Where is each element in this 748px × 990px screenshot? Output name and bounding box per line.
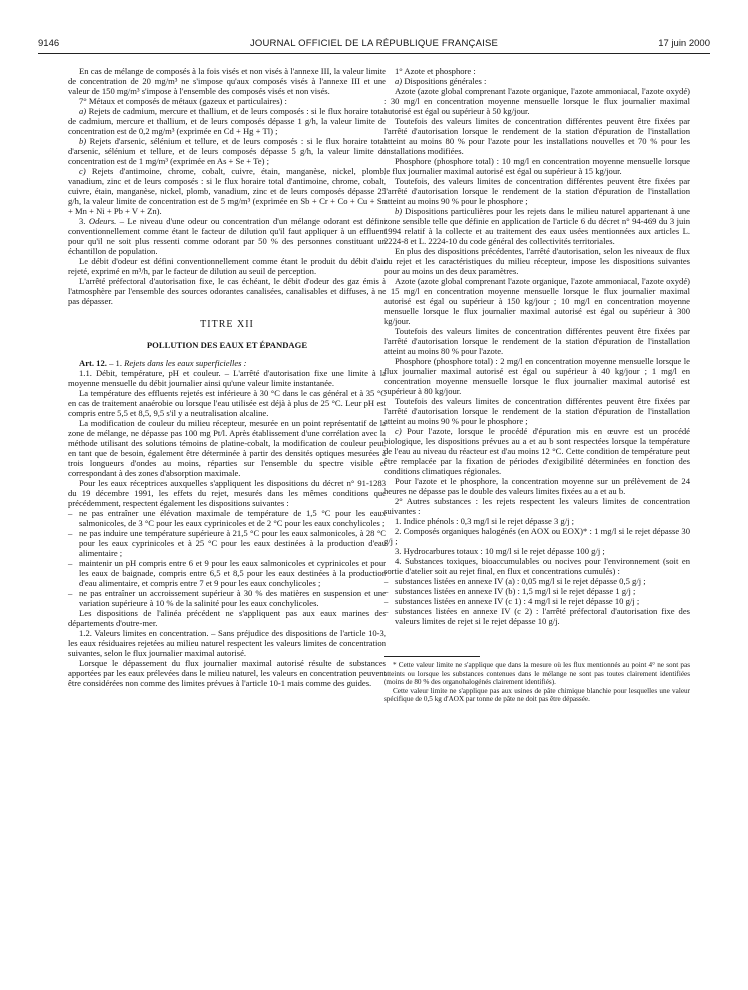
footnote-rule	[384, 656, 480, 657]
list-item: – ne pas induire une température supérieure à 21,5 °C pour les eaux salmonicoles, à 28 °C pour les eaux cyprinicoles et à 25 °C pour les eaux destinées à la production d'eau alimentaire ;	[68, 528, 386, 558]
paragraph: Azote (azote global comprenant l'azote organique, l'azote ammoniacal, l'azote oxydé) : 30 mg/l en concentration moyenne mensuelle lorsque le flux journalier maximal autorisé est égal ou supérieur à 50 kg/jour.	[384, 86, 690, 116]
item-label: c)	[395, 426, 402, 436]
list-item: – substances listées en annexe IV (c 1) : 4 mg/l si le rejet dépasse 10 g/j ;	[384, 596, 690, 606]
header-rule	[38, 53, 710, 54]
paragraph: Toutefois, des valeurs limites de concentration différentes peuvent être fixées par l'arrêté d'autorisation lorsque le rendement de la station d'épuration de l'installation atteint au moins 90 % pour le phosphore ;	[384, 176, 690, 206]
section-title: TITRE XII	[200, 319, 254, 330]
paragraph: La température des effluents rejetés est inférieure à 30 °C dans le cas général et à 35 °C en cas de traitement anaérobie ou lorsque l'eau utilisée est déjà à plus de 25 °C. Leur pH est compris entre 5,5 et 8,5, 9,5 s'il y a neutralisation alcaline.	[68, 388, 386, 418]
title-block	[68, 320, 386, 350]
page-number: 9146	[38, 38, 60, 49]
paragraph: b) Rejets d'arsenic, sélénium et tellure, et de leurs composés : si le flux horaire total d'arsenic, sélénium et tellure, et de leurs composés dépasse 5 g/h, la valeur limite de concentration est de 1 mg/m³ (exprimée en As + Se + Te) ;	[68, 136, 386, 166]
list-item: – substances listées en annexe IV (a) : 0,05 mg/l si le rejet dépasse 0,5 g/j ;	[384, 576, 690, 586]
journal-title: JOURNAL OFFICIEL DE LA RÉPUBLIQUE FRANÇAISE	[249, 38, 499, 49]
paragraph: 1.2. Valeurs limites en concentration. – Sans préjudice des dispositions de l'article 10-3, les eaux résiduaires rejetées au milieu naturel respectent les valeurs limites de concentration suivantes, selon le flux journalier maximal autorisé.	[68, 628, 386, 658]
right-column	[384, 66, 690, 704]
item-label: b)	[395, 206, 403, 216]
item-label: a)	[79, 106, 87, 116]
list-item: – substances listées en annexe IV (b) : 1,5 mg/l si le rejet dépasse 1 g/j ;	[384, 586, 690, 596]
issue-date: 17 juin 2000	[658, 38, 710, 49]
paragraph: a) Dispositions générales :	[395, 76, 487, 86]
paragraph: Azote (azote global comprenant l'azote organique, l'azote ammoniacal, l'azote oxydé) : 15 mg/l en concentration moyenne mensuelle lorsque le flux journalier maximal autorisé est égal ou supérieur à 150 kg/jour ; 10 mg/l en concentration moyenne mensuelle lorsque le flux journalier maximal autorisé est égal ou supérieur à 300 kg/jour.	[384, 276, 690, 326]
list-item: – ne pas entraîner une élévation maximale de température de 1,5 °C pour les eaux salmonicoles, de 3 °C pour les eaux cyprinicoles et de 2 °C pour les eaux conchylicoles ;	[68, 508, 386, 528]
paragraph: La modification de couleur du milieu récepteur, mesurée en un point représentatif de la zone de mélange, ne dépasse pas 100 mg Pt/l. Après établissement d'une corrélation avec la méthode utilisant des solutions témoins de platine-cobalt, la modification de couleur peut, en tant que de besoin, également être déterminée à partir des densités optiques mesurées à trois longueurs d'ondes au moins, réparties sur l'ensemble du spectre visible et correspondant à des zones d'absorption maximale.	[68, 418, 386, 478]
dash-list	[384, 576, 690, 626]
paragraph: b) Dispositions particulières pour les rejets dans le milieu naturel appartenant à une zone sensible telle que définie en application de l'article 6 du décret n° 94-469 du 3 juin 1994 relatif à la collecte et au traitement des eaux usées mentionnées aux articles L. 2224-8 et L. 2224-10 du code général des collectivités territoriales.	[384, 206, 690, 246]
dash-list	[68, 508, 386, 608]
section-subtitle: POLLUTION DES EAUX ET ÉPANDAGE	[146, 340, 308, 350]
left-column	[68, 66, 386, 688]
paragraph: Pour l'azote et le phosphore, la concentration moyenne sur un prélèvement de 24 heures ne dépasse pas le double des valeurs limites fixées au a et au b.	[384, 476, 690, 496]
paragraph: En plus des dispositions précédentes, l'arrêté d'autorisation, selon les niveaux de flux du rejet et les caractéristiques du milieu récepteur, impose les dispositions suivantes pour au moins un des deux paramètres.	[384, 246, 690, 276]
article-italic: Rejets dans les eaux superficielles :	[124, 358, 247, 368]
paragraph: 1.1. Débit, température, pH et couleur. – L'arrêté d'autorisation fixe une limite à la moyenne mensuelle du débit journalier ainsi qu'une valeur limite instantanée.	[68, 368, 386, 388]
paragraph: c) Pour l'azote, lorsque le procédé d'épuration mis en œuvre est un procédé biologique, les dispositions prévues au a et au b sont respectées lorsque la température de l'eau au niveau du réacteur est d'au moins 12 °C. Cette condition de température peut être remplacée par la fixation de périodes d'exigibilité déterminées en fonction des conditions climatiques régionales.	[384, 426, 690, 476]
item-label: c)	[79, 166, 86, 176]
list-item: – maintenir un pH compris entre 6 et 9 pour les eaux salmonicoles et cyprinicoles et pour les eaux de baignade, compris entre 6,5 et 8,5 pour les eaux destinées à la production d'eau alimentaire, et compris entre 7 et 9 pour les eaux conchylicoles ;	[68, 558, 386, 588]
footnotes	[384, 661, 690, 704]
list-item: – ne pas entraîner un accroissement supérieur à 30 % des matières en suspension et une variation supérieure à 10 % de la salinité pour les eaux conchylicoles.	[68, 588, 386, 608]
paragraph: 2° Autres substances : les rejets respectent les valeurs limites de concentration suivantes :	[384, 496, 690, 516]
paragraph: 4. Substances toxiques, bioaccumulables ou nocives pour l'environnement (soit en sortie d'atelier soit au rejet final, en flux et concentrations cumulés) :	[384, 556, 690, 576]
paragraph: Lorsque le dépassement du flux journalier maximal autorisé résulte de substances apportées par les eaux prélevées dans le milieu naturel, les valeurs en concentration peuvent être considérées non comme des limites prévues à l'article 10-1 mais comme des guides.	[68, 658, 386, 688]
paragraph: Les dispositions de l'alinéa précédent ne s'appliquent pas aux eaux marines des départements d'outre-mer.	[68, 608, 386, 628]
paragraph: 7° Métaux et composés de métaux (gazeux et particulaires) :	[79, 96, 287, 106]
paragraph: Toutefois des valeurs limites de concentration différentes peuvent être fixées par l'arrêté d'autorisation lorsque le rendement de la station d'épuration de l'installation atteint au moins 80 % pour l'azote.	[384, 326, 690, 356]
paragraph: L'arrêté préfectoral d'autorisation fixe, le cas échéant, le débit d'odeur des gaz émis à l'atmosphère par l'ensemble des sources odorantes canalisées, canalisables et diffuses, à ne pas dépasser.	[68, 276, 386, 306]
paragraph: c) Rejets d'antimoine, chrome, cobalt, cuivre, étain, manganèse, nickel, plomb, vanadium, zinc et de leurs composés : si le flux horaire total d'antimoine, chrome, cobalt, cuivre, étain, manganèse, nickel, plomb, vanadium, zinc et de leurs composés dépasse 25 g/h, la valeur limite de concentration est de 5 mg/m³ (exprimée en Sb + Cr + Co + Cu + Sn + Mn + Ni + Pb + V + Zn).	[68, 166, 386, 216]
paragraph: 1° Azote et phosphore :	[395, 66, 476, 76]
paragraph: 2. Composés organiques halogénés (en AOX ou EOX)* : 1 mg/l si le rejet dépasse 30 g/j ;	[384, 526, 690, 546]
list-item: – substances listées en annexe IV (c 2) : l'arrêté préfectoral d'autorisation fixe des valeurs limites de rejet si le rejet dépasse 10 g/j.	[384, 606, 690, 626]
paragraph: En cas de mélange de composés à la fois visés et non visés à l'annexe III, la valeur limite de concentration de 20 mg/m³ ne s'impose qu'aux composés visés à l'annexe III et une valeur de 150 mg/m³ s'impose à l'ensemble des composés visés et non visés.	[68, 66, 386, 96]
section-label: Odeurs.	[88, 216, 117, 226]
paragraph: 3. Odeurs. – Le niveau d'une odeur ou concentration d'un mélange odorant est défini conventionnellement comme étant le facteur de dilution qu'il faut appliquer à un effluent pour qu'il ne soit plus ressenti comme odorant par 50 % des personnes constituant un échantillon de population.	[68, 216, 387, 256]
footnote: Cette valeur limite ne s'applique pas aux usines de pâte chimique blanchie pour lesquelles une valeur spécifique de 0,5 kg d'AOX par tonne de pâte ne doit pas être dépassée.	[384, 686, 690, 704]
article-heading: Art. 12. – 1. Rejets dans les eaux superficielles :	[79, 358, 247, 368]
paragraph: Phosphore (phosphore total) : 2 mg/l en concentration moyenne mensuelle lorsque le flux journalier maximal autorisé est égal ou supérieur à 40 kg/jour ; 1 mg/l en concentration moyenne mensuelle lorsque le flux journalier maximal autorisé est supérieur à 80 kg/jour.	[384, 356, 690, 396]
paragraph: 1. Indice phénols : 0,3 mg/l si le rejet dépasse 3 g/j ;	[395, 516, 575, 526]
item-label: b)	[79, 136, 87, 146]
paragraph: 3. Hydrocarbures totaux : 10 mg/l si le rejet dépasse 100 g/j ;	[395, 546, 605, 556]
article-label: Art. 12.	[79, 358, 107, 368]
paragraph: Toutefois des valeurs limites de concentration différentes peuvent être fixées par l'arrêté d'autorisation lorsque le rendement de la station d'épuration de l'installation atteint au moins 80 % pour l'azote pour les installations nouvelles et 70 % pour les installations modifiées.	[384, 116, 690, 156]
footnote: * Cette valeur limite ne s'applique que dans la mesure où les flux mentionnés au point 4° ne sont pas atteints ou lorsque les substances contenues dans le mélange ne sont pas toutes clairement identifiées (moins de 80 % des organohalogénés clairement identifiés).	[384, 661, 690, 687]
paragraph: a) Rejets de cadmium, mercure et thallium, et de leurs composés : si le flux horaire total de cadmium, mercure et thallium, et de leurs composés dépasse 1 g/h, la valeur limite de concentration est de 0,2 mg/m³ (exprimée en Cd + Hg + Tl) ;	[68, 106, 386, 136]
item-label: a)	[395, 76, 403, 86]
paragraph: Phosphore (phosphore total) : 10 mg/l en concentration moyenne mensuelle lorsque le flux journalier maximal autorisé est égal ou supérieur à 15 kg/jour.	[384, 156, 690, 176]
paragraph: Toutefois des valeurs limites de concentration différentes peuvent être fixées par l'arrêté d'autorisation lorsque le rendement de la station d'épuration de l'installation atteint au moins 90 % pour le phosphore ;	[384, 396, 690, 426]
page-header	[38, 38, 710, 52]
paragraph: Pour les eaux réceptrices auxquelles s'appliquent les dispositions du décret n° 91-1283 du 19 décembre 1991, les effets du rejet, mesurés dans les mêmes conditions que précédemment, respectent également les dispositions suivantes :	[68, 478, 386, 508]
paragraph: Le débit d'odeur est défini conventionnellement comme étant le produit du débit d'air rejeté, exprimé en m³/h, par le facteur de dilution au seuil de perception.	[68, 256, 386, 276]
